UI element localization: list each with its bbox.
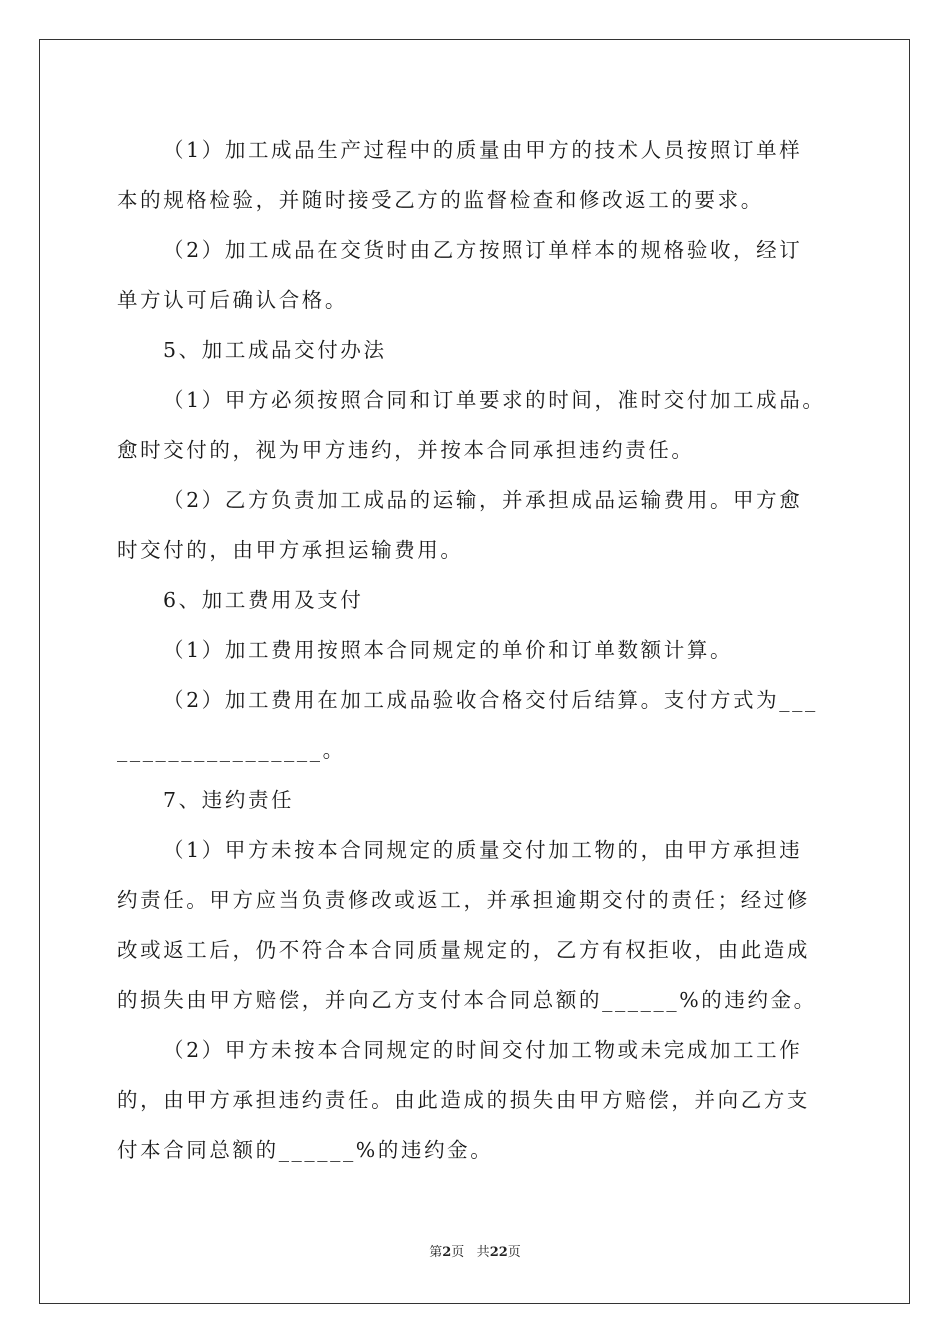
paragraph-line: （2）乙方负责加工成品的运输，并承担成品运输费用。甲方愈	[163, 488, 803, 512]
page-footer	[0, 1241, 950, 1260]
paragraph-line: （1）甲方必须按照合同和订单要求的时间，准时交付加工成品。	[163, 388, 826, 412]
paragraph-line: 愈时交付的，视为甲方违约，并按本合同承担违约责任。	[117, 438, 695, 462]
paragraph-line: （2）加工成品在交货时由乙方按照订单样本的规格验收，经订	[163, 238, 803, 262]
section-heading: 6、加工费用及支付	[163, 588, 364, 612]
footer-total-prefix: 共	[476, 1245, 490, 1260]
paragraph-line: 的损失由甲方赔偿，并向乙方支付本合同总额的______%的违约金。	[117, 988, 817, 1012]
footer-total-suffix: 页	[507, 1245, 521, 1260]
paragraph-line: （2）加工费用在加工成品验收合格交付后结算。支付方式为___	[163, 688, 818, 712]
paragraph-line: 约责任。甲方应当负责修改或返工，并承担逾期交付的责任；经过修	[117, 888, 810, 912]
footer-page-suffix: 页	[451, 1245, 465, 1260]
paragraph-line: 付本合同总额的______%的违约金。	[117, 1138, 494, 1162]
paragraph-line: 单方认可后确认合格。	[117, 288, 348, 312]
footer-total-pages: 22	[489, 1245, 508, 1260]
section-heading: 7、违约责任	[163, 788, 295, 812]
paragraph-line: （1）加工成品生产过程中的质量由甲方的技术人员按照订单样	[163, 138, 803, 162]
paragraph-line: 时交付的，由甲方承担运输费用。	[117, 538, 464, 562]
paragraph-line: 的，由甲方承担违约责任。由此造成的损失由甲方赔偿，并向乙方支	[117, 1088, 810, 1112]
footer-page-prefix: 第	[429, 1245, 443, 1260]
paragraph-line: （2）甲方未按本合同规定的时间交付加工物或未完成加工工作	[163, 1038, 803, 1062]
paragraph-line: （1）加工费用按照本合同规定的单价和订单数额计算。	[163, 638, 734, 662]
paragraph-line: 本的规格检验，并随时接受乙方的监督检查和修改返工的要求。	[117, 188, 764, 212]
paragraph-line: 改或返工后，仍不符合本合同质量规定的，乙方有权拒收，由此造成	[117, 938, 810, 962]
paragraph-line: （1）甲方未按本合同规定的质量交付加工物的，由甲方承担违	[163, 838, 803, 862]
section-heading: 5、加工成品交付办法	[163, 338, 387, 362]
paragraph-line: ________________。	[117, 738, 346, 762]
footer-page-number: 2	[442, 1245, 452, 1260]
